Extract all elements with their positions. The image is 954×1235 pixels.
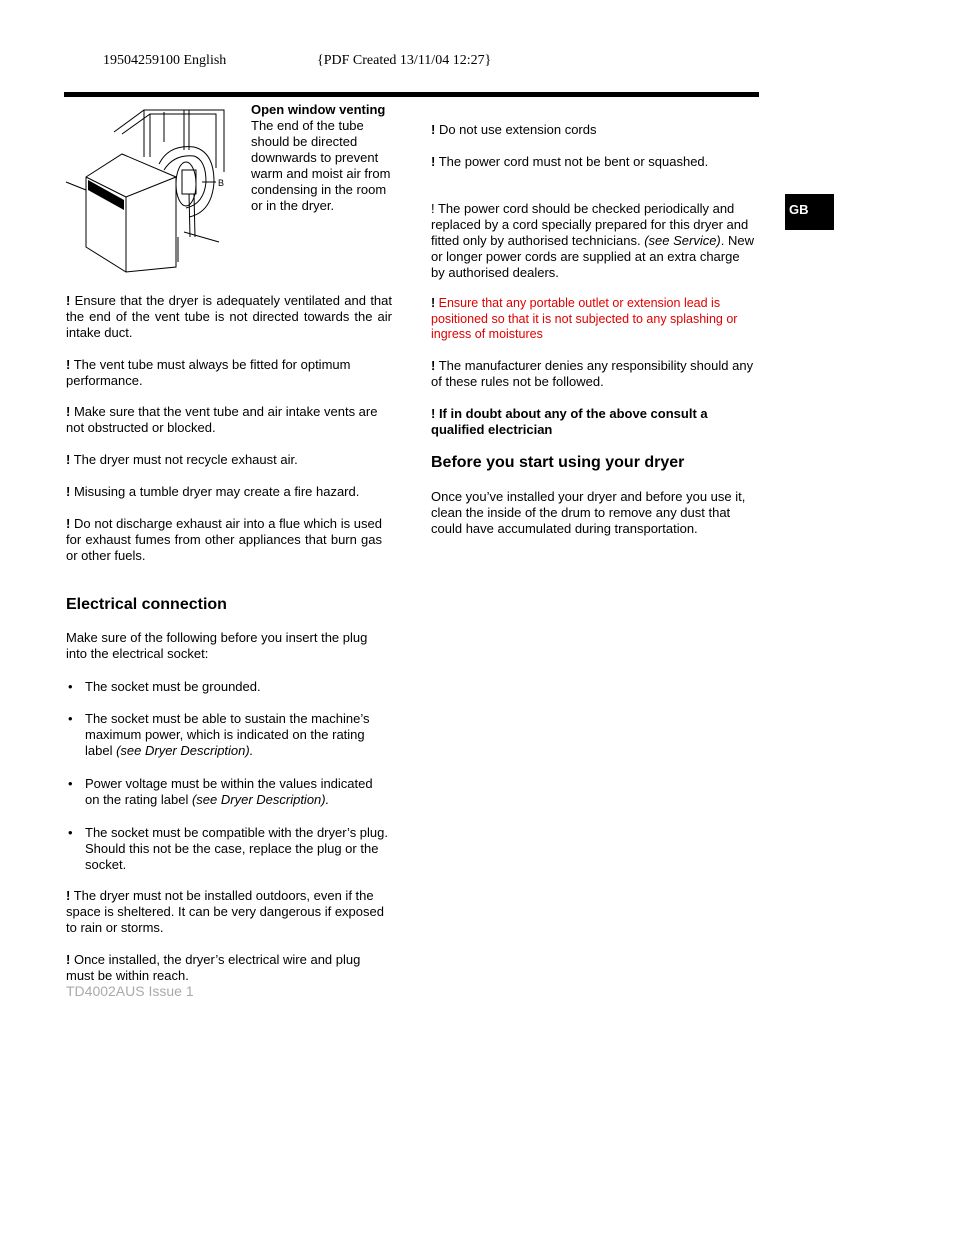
note-doubt: ! If in doubt about any of the above consult a qualified electrician	[431, 406, 708, 437]
warning-mark: !	[431, 358, 436, 373]
header-pdf-created: {PDF Created 13/11/04 12:27}	[317, 53, 492, 68]
bullet-glyph: •	[68, 825, 73, 840]
warning-mark: !	[431, 122, 436, 137]
open-window-line: should be directed	[251, 134, 358, 149]
note-text: The power cord must not be bent or squashed.	[435, 154, 709, 169]
bullet-glyph: •	[68, 776, 73, 791]
note-text: Make sure that the vent tube and air intake vents are not obstructed or blocked.	[66, 404, 378, 435]
bullet-note: (see Dryer Description).	[191, 792, 330, 807]
note-recycle	[66, 452, 386, 468]
note-vent-fitted	[66, 357, 386, 389]
warning-mark: !	[66, 516, 71, 531]
note-text: Ensure that any portable outlet or extension lead is positioned so that it is not subjected to any splashing or ingress of moistures	[431, 296, 738, 341]
warning-mark: !	[431, 296, 436, 310]
note-reach	[66, 952, 386, 984]
header-document-code: 19504259100 English	[103, 53, 227, 68]
warning-mark: !	[66, 357, 71, 372]
before-start-text: Once you’ve installed your dryer and before you use it, clean the inside of the drum to remove any dust that could have accumulated during transportation.	[431, 489, 746, 536]
dryer-venting-illustration	[64, 102, 234, 277]
note-text: Do not discharge exhaust air into a flue which is used for exhaust fumes from other appliances that burn gas or other fuels.	[66, 516, 382, 563]
bullet-text: Power voltage must be within the values indicated on the rating label (see Dryer Description).	[85, 776, 373, 807]
warning-mark: !	[66, 484, 71, 499]
electrical-intro: Make sure of the following before you insert the plug into the electrical socket:	[66, 630, 368, 661]
footer-issue: TD4002AUS Issue 1	[66, 983, 194, 999]
note-bent	[431, 154, 756, 170]
warning-mark: !	[431, 154, 436, 169]
note-italic: (see Service)	[644, 233, 721, 248]
open-window-line: The end of the tube	[251, 118, 364, 133]
note-extension	[431, 122, 756, 138]
note-not-obstructed	[66, 404, 378, 436]
note-text: The manufacturer denies any responsibility should any of these rules not be followed.	[431, 358, 754, 389]
note-text: . New or longer power cords are supplied at an extra charge by authorised dealers.	[431, 233, 754, 280]
warning-mark: !	[66, 952, 71, 967]
note-text: The dryer must not be installed outdoors, even if the space is sheltered. It can be very dangerous if exposed to rain or storms.	[66, 888, 384, 935]
bullet-text: The socket must be grounded.	[85, 679, 261, 694]
note-ventilated	[66, 293, 392, 341]
warning-mark: !	[66, 452, 71, 467]
bullet-glyph: •	[68, 679, 73, 694]
note-flue	[66, 516, 382, 564]
note-fire	[66, 484, 386, 500]
open-window-line: or in the dryer.	[251, 198, 335, 213]
open-window-line: downwards to prevent	[251, 150, 379, 165]
note-outdoors	[66, 888, 390, 936]
bullet-text: The socket must be compatible with the dryer’s plug. Should this not be the case, replace the plug or the socket.	[85, 825, 388, 872]
warning-mark: !	[66, 293, 71, 308]
header-rule	[64, 92, 759, 97]
bullet-text: The socket must be able to sustain the machine’s maximum power, which is indicated on the rating label (see Dryer Description).	[85, 711, 370, 758]
note-text: ! The power cord should be checked periodically and replaced by a cord specially prepared for this dryer and fitted only by authorised technicians.	[431, 201, 749, 248]
bullet-note: (see Dryer Description).	[116, 743, 254, 758]
note-manufacturer	[431, 358, 756, 390]
note-text: Ensure that the dryer is adequately ventilated and that the end of the vent tube is not directed towards the air intake duct.	[66, 293, 392, 340]
note-portable-outlet	[431, 296, 756, 343]
note-text: The dryer must not recycle exhaust air.	[70, 452, 298, 467]
open-window-line: warm and moist air from	[251, 166, 391, 181]
language-tab: GB	[785, 194, 834, 230]
before-start-heading: Before you start using your dryer	[431, 454, 685, 471]
warning-mark: !	[66, 404, 71, 419]
open-window-venting	[251, 102, 411, 214]
warning-mark: !	[66, 888, 71, 903]
note-text: Misusing a tumble dryer may create a fire hazard.	[70, 484, 360, 499]
note-text: Once installed, the dryer’s electrical wire and plug must be within reach.	[66, 952, 361, 983]
note-text: Do not use extension cords	[435, 122, 597, 137]
open-window-title: Open window venting	[251, 102, 386, 117]
note-cord-checked	[431, 201, 756, 281]
note-text: The vent tube must always be fitted for optimum performance.	[66, 357, 351, 388]
bullet-glyph: •	[68, 711, 73, 726]
electrical-heading: Electrical connection	[66, 596, 227, 613]
figure-label-b: B	[218, 178, 225, 188]
open-window-line: condensing in the room	[251, 182, 387, 197]
